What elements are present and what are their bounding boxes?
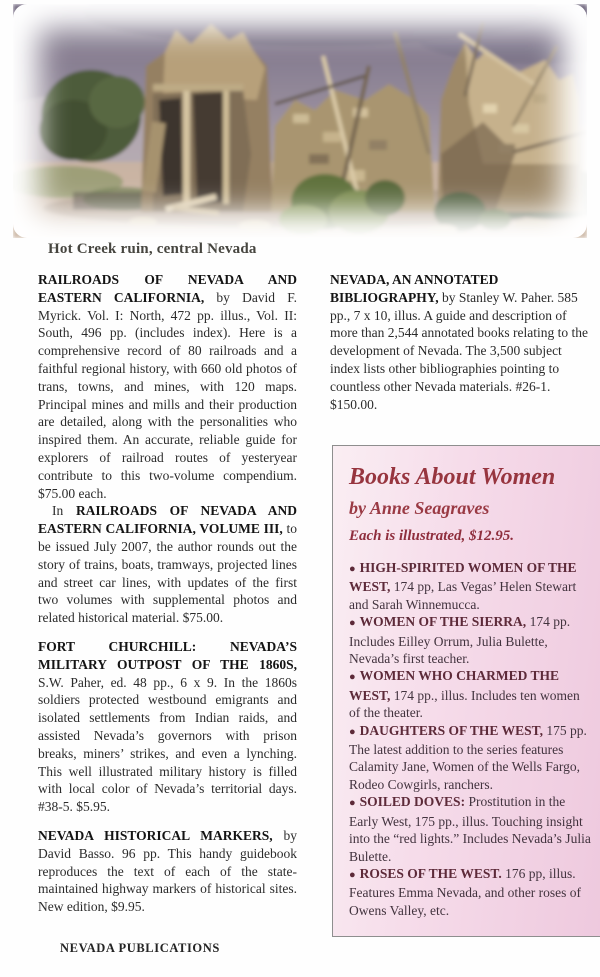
- book-description: 176 pp, illus. Features Emma Nevada, and other roses of Owens Valley, etc.: [349, 865, 582, 918]
- book-description: 175 pp. The latest addition to the series features Calamity Jane, Women of the Wells Fargo, Rodeo Cowgirls, ranchers.: [349, 722, 587, 792]
- box-price-note: Each is illustrated, $12.95.: [349, 528, 515, 544]
- right-column: [330, 271, 592, 413]
- book-entry-railroads-vol3: [38, 502, 297, 627]
- book-title: RAILROADS OF NEVADA AND EASTERN CALIFORNIA,: [38, 272, 297, 305]
- book-description: 174 pp., illus. Includes ten women of the theater.: [349, 687, 580, 721]
- list-item: [349, 865, 594, 919]
- left-column: [38, 271, 297, 916]
- bullet-icon: ●: [349, 617, 356, 630]
- box-author: by Anne Seagraves: [349, 498, 490, 518]
- list-item: [349, 667, 594, 721]
- list-item: [349, 722, 594, 794]
- book-entry-railroads: [38, 271, 297, 502]
- photo-caption: Hot Creek ruin, central Nevada: [48, 241, 257, 257]
- book-title: NEVADA, AN ANNOTATED BIBLIOGRAPHY,: [330, 272, 499, 305]
- book-description: by David Basso. 96 pp. This handy guidebook reproduces the text of each of the state-maintained highway markers of historical sites. New edition, $9.95.: [38, 827, 297, 915]
- book-title: FORT CHURCHILL: NEVADA’S MILITARY OUTPOST OF THE 1860S,: [38, 638, 297, 672]
- book-entry-fort-churchill: [38, 638, 297, 816]
- lead-in: In: [52, 503, 76, 519]
- bullet-icon: ●: [349, 671, 356, 684]
- book-description: S.W. Paher, ed. 48 pp., 6 x 9. In the 1860s soldiers protected westbound emigrants and isolated settlements from Indian raids, and assisted Nevada’s governors with prison breaks, miners’ strikes, and even a lynching. This well illustrated military history is filled with local color of Nevada’s territorial days. #38-5. $5.95.: [38, 674, 297, 815]
- book-title: HIGH-SPIRITED WOMEN OF THE WEST,: [349, 560, 577, 595]
- box-book-list: [349, 559, 594, 919]
- book-title: RAILROADS OF NEVADA AND EASTERN CALIFORNIA, VOLUME III,: [38, 503, 298, 537]
- box-title: Books About Women: [349, 464, 556, 490]
- list-item: [349, 613, 594, 667]
- book-description: 174 pp. Includes Eilley Orrum, Julia Bulette, Nevada’s first teacher.: [349, 614, 571, 667]
- publisher-footer: NEVADA PUBLICATIONS: [60, 941, 220, 955]
- list-item: [349, 559, 594, 613]
- books-about-women-box: [332, 445, 600, 937]
- bullet-icon: ●: [349, 797, 356, 810]
- book-title: DAUGHTERS OF THE WEST,: [359, 722, 543, 738]
- book-title: ROSES OF THE WEST.: [359, 865, 502, 881]
- book-description: by David F. Myrick. Vol. I: North, 472 pp. illus., Vol. II: South, 496 pp. (includes index). Here is a comprehensive record of 80 railroads and a faithful regional history, with 660 old photos of trans, towns, and mines, with 120 maps. Principal mines and mills and their production are detailed, along with the personalities who inspired them. An accurate, reliable guide for explorers of railroad routes of yesteryear contribute to this two-volume compendium. $75.00 each.: [38, 289, 298, 501]
- book-description: Prostitution in the Early West, 175 pp., illus. Touching insight into the “red lights.” Includes Nevada’s Julia Bulette.: [349, 794, 591, 864]
- ruin-photo-illustration: [13, 4, 587, 238]
- book-description: to be issued July 2007, the author rounds out the story of trains, boats, tramways, projected lines and street car lines, with updates of the first two volumes with supplemental photos and related historical material. $75.00.: [38, 521, 297, 626]
- book-description: 174 pp, Las Vegas’ Helen Stewart and Sarah Winnemucca.: [349, 579, 577, 612]
- book-entry-historical-markers: [38, 827, 297, 916]
- book-entry-annotated-bibliography: [330, 271, 592, 413]
- bullet-icon: ●: [349, 725, 356, 738]
- hot-creek-ruin-photo: [13, 4, 587, 238]
- photo-scene: [13, 4, 587, 238]
- bullet-icon: ●: [349, 868, 356, 881]
- book-title: NEVADA HISTORICAL MARKERS,: [38, 827, 273, 843]
- list-item: [349, 793, 594, 865]
- book-description: by Stanley W. Paher. 585 pp., 7 x 10, illus. A guide and description of more than 2,544 annotated books relating to the development of Nevada. The 3,500 subject index lists other bibliographies pointing to countless other Nevada materials. #26-1. $150.00.: [330, 289, 588, 412]
- bullet-icon: ●: [349, 563, 356, 575]
- book-title: WOMEN WHO CHARMED THE WEST,: [349, 668, 560, 703]
- book-title: SOILED DOVES:: [359, 794, 466, 810]
- book-title: WOMEN OF THE SIERRA,: [359, 614, 527, 630]
